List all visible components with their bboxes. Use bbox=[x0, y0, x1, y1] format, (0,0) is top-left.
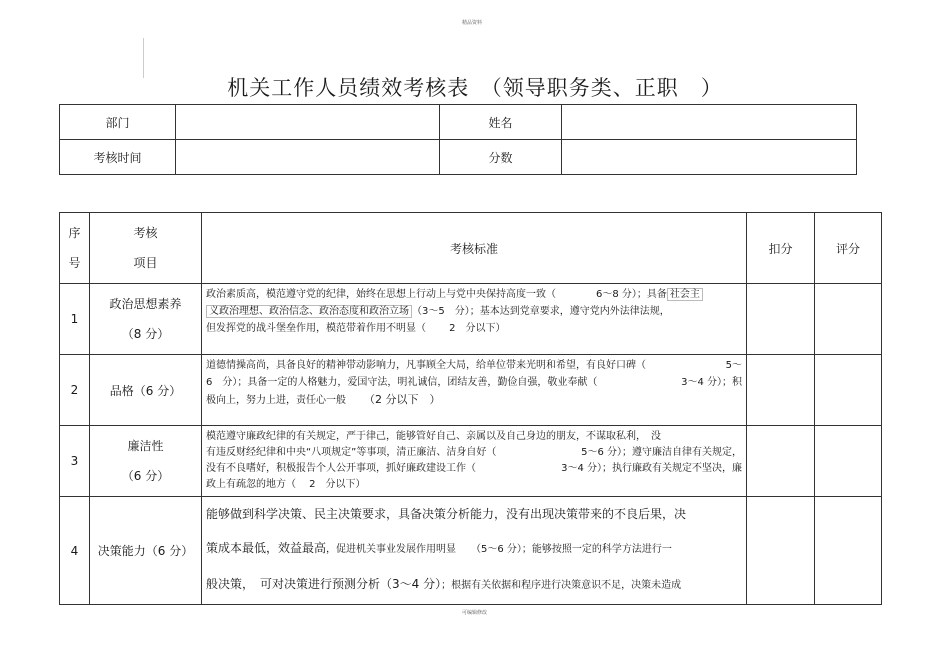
std-text: 般决策， 可对决策进行预测分析（ bbox=[206, 577, 393, 591]
row-seq: 2 bbox=[60, 355, 90, 426]
row-item bbox=[90, 426, 202, 497]
row-item: 品格（6 分） bbox=[90, 355, 202, 426]
row-item-line2: （6 分） bbox=[121, 469, 170, 483]
std-text: 但发挥党的战斗堡垒作用，模范带着作用不明显（ 2 分以下） bbox=[206, 323, 506, 334]
period-field[interactable] bbox=[176, 140, 440, 175]
rating-field[interactable] bbox=[815, 426, 882, 497]
header-seq-line2: 号 bbox=[68, 256, 81, 270]
std-text: 3～4 分）；执行廉政有关规定不坚决，廉 bbox=[561, 463, 742, 474]
table-row bbox=[60, 426, 882, 497]
period-label: 考核时间 bbox=[60, 140, 176, 175]
std-text: 极向上，努力上进，责任心一般 bbox=[206, 395, 346, 406]
std-text: 能够做到科学决策、民主决策要求，具备决策分析能力，没有出现决策带来的不良后果，决 bbox=[206, 507, 687, 521]
std-text: 5～6 分）；遵守廉洁自律有关规定， bbox=[581, 447, 742, 458]
std-text: 3～4 分）；积 bbox=[681, 377, 742, 388]
header-deduct: 扣分 bbox=[747, 213, 815, 284]
row-standard bbox=[202, 426, 747, 497]
std-text: 6～8 分）；具备 bbox=[596, 289, 667, 300]
deduct-field[interactable] bbox=[747, 426, 815, 497]
dept-field[interactable] bbox=[176, 105, 440, 140]
std-text: 策成本最低，效益最高 bbox=[206, 541, 327, 555]
row-seq: 1 bbox=[60, 284, 90, 355]
std-text: ；根据有关依据和程序进行决策意识不足，决策未造成 bbox=[441, 580, 682, 591]
page-title: 机关工作人员绩效考核表 （领导职务类、正职 ） bbox=[227, 76, 723, 100]
std-text: 道德情操高尚，具备良好的精神带动影响力，凡事顾全大局，给单位带来光明和希望，有良好口碑（ bbox=[206, 360, 646, 371]
std-text-boxed: 社会主 bbox=[667, 288, 703, 301]
row-standard bbox=[202, 284, 747, 355]
std-text: 没有不良嗜好，积极报告个人公开事项，抓好廉政建设工作（ bbox=[206, 463, 476, 474]
row-seq: 3 bbox=[60, 426, 90, 497]
header-item-line1: 考核 bbox=[133, 226, 158, 240]
row-standard bbox=[202, 355, 747, 426]
name-field[interactable] bbox=[562, 105, 857, 140]
footer-note: 可编辑修改 bbox=[462, 610, 488, 616]
std-text: 6 分）；具备一定的人格魅力，爱国守法，明礼诚信，团结友善，勤俭自强，敬业奉献（ bbox=[206, 377, 598, 388]
score-label: 分数 bbox=[440, 140, 562, 175]
deduct-field[interactable] bbox=[747, 497, 815, 605]
table-row bbox=[60, 497, 882, 605]
deduct-field[interactable] bbox=[747, 284, 815, 355]
table-header-row bbox=[60, 213, 882, 284]
table-row bbox=[60, 355, 882, 426]
header-item-line2: 项目 bbox=[133, 256, 158, 270]
std-text: 有违反财经纪律和中央“八项规定”等事项，清正廉洁、洁身自好（ bbox=[206, 447, 497, 458]
row-seq: 4 bbox=[60, 497, 90, 605]
score-field[interactable] bbox=[562, 140, 857, 175]
std-text: 模范遵守廉政纪律的有关规定，严于律己，能够管好自己、亲属以及自己身边的朋友，不谋取私利， 没 bbox=[206, 431, 661, 442]
row-standard bbox=[202, 497, 747, 605]
std-text-boxed: 义政治理想、政治信念、政治态度和政治立场 bbox=[206, 305, 412, 318]
table-row bbox=[60, 284, 882, 355]
deduct-field[interactable] bbox=[747, 355, 815, 426]
row-item-line1: 廉洁性 bbox=[127, 439, 164, 453]
info-table bbox=[59, 104, 857, 175]
rating-field[interactable] bbox=[815, 284, 882, 355]
std-text: （2 分以下 ） bbox=[364, 393, 441, 406]
row-item-line2: （8 分） bbox=[121, 327, 170, 341]
std-text: （3～5 分）；基本达到党章要求，遵守党内外法律法规， bbox=[412, 306, 670, 317]
std-text: ，促进机关事业发展作用明显 （5～6 分）；能够按照一定的科学方法进行一 bbox=[326, 544, 672, 555]
std-text: 3～4 分） bbox=[392, 577, 442, 591]
header-standard: 考核标准 bbox=[202, 213, 747, 284]
header-item bbox=[90, 213, 202, 284]
std-text: 政上有疏忽的地方（ 2 分以下） bbox=[206, 479, 366, 490]
rating-field[interactable] bbox=[815, 355, 882, 426]
header-seq-line1: 序 bbox=[68, 226, 81, 240]
dept-label: 部门 bbox=[60, 105, 176, 140]
row-item-line1: 政治思想素养 bbox=[109, 297, 182, 311]
header-rating: 评分 bbox=[815, 213, 882, 284]
rating-field[interactable] bbox=[815, 497, 882, 605]
header-seq bbox=[60, 213, 90, 284]
std-text: 5～ bbox=[725, 360, 742, 371]
row-item: 决策能力（6 分） bbox=[90, 497, 202, 605]
assessment-table bbox=[59, 212, 882, 605]
std-text: 政治素质高，模范遵守党的纪律，始终在思想上行动上与党中央保持高度一致（ bbox=[206, 289, 556, 300]
name-label: 姓名 bbox=[440, 105, 562, 140]
top-note: 精品资料 bbox=[462, 20, 483, 26]
row-item bbox=[90, 284, 202, 355]
